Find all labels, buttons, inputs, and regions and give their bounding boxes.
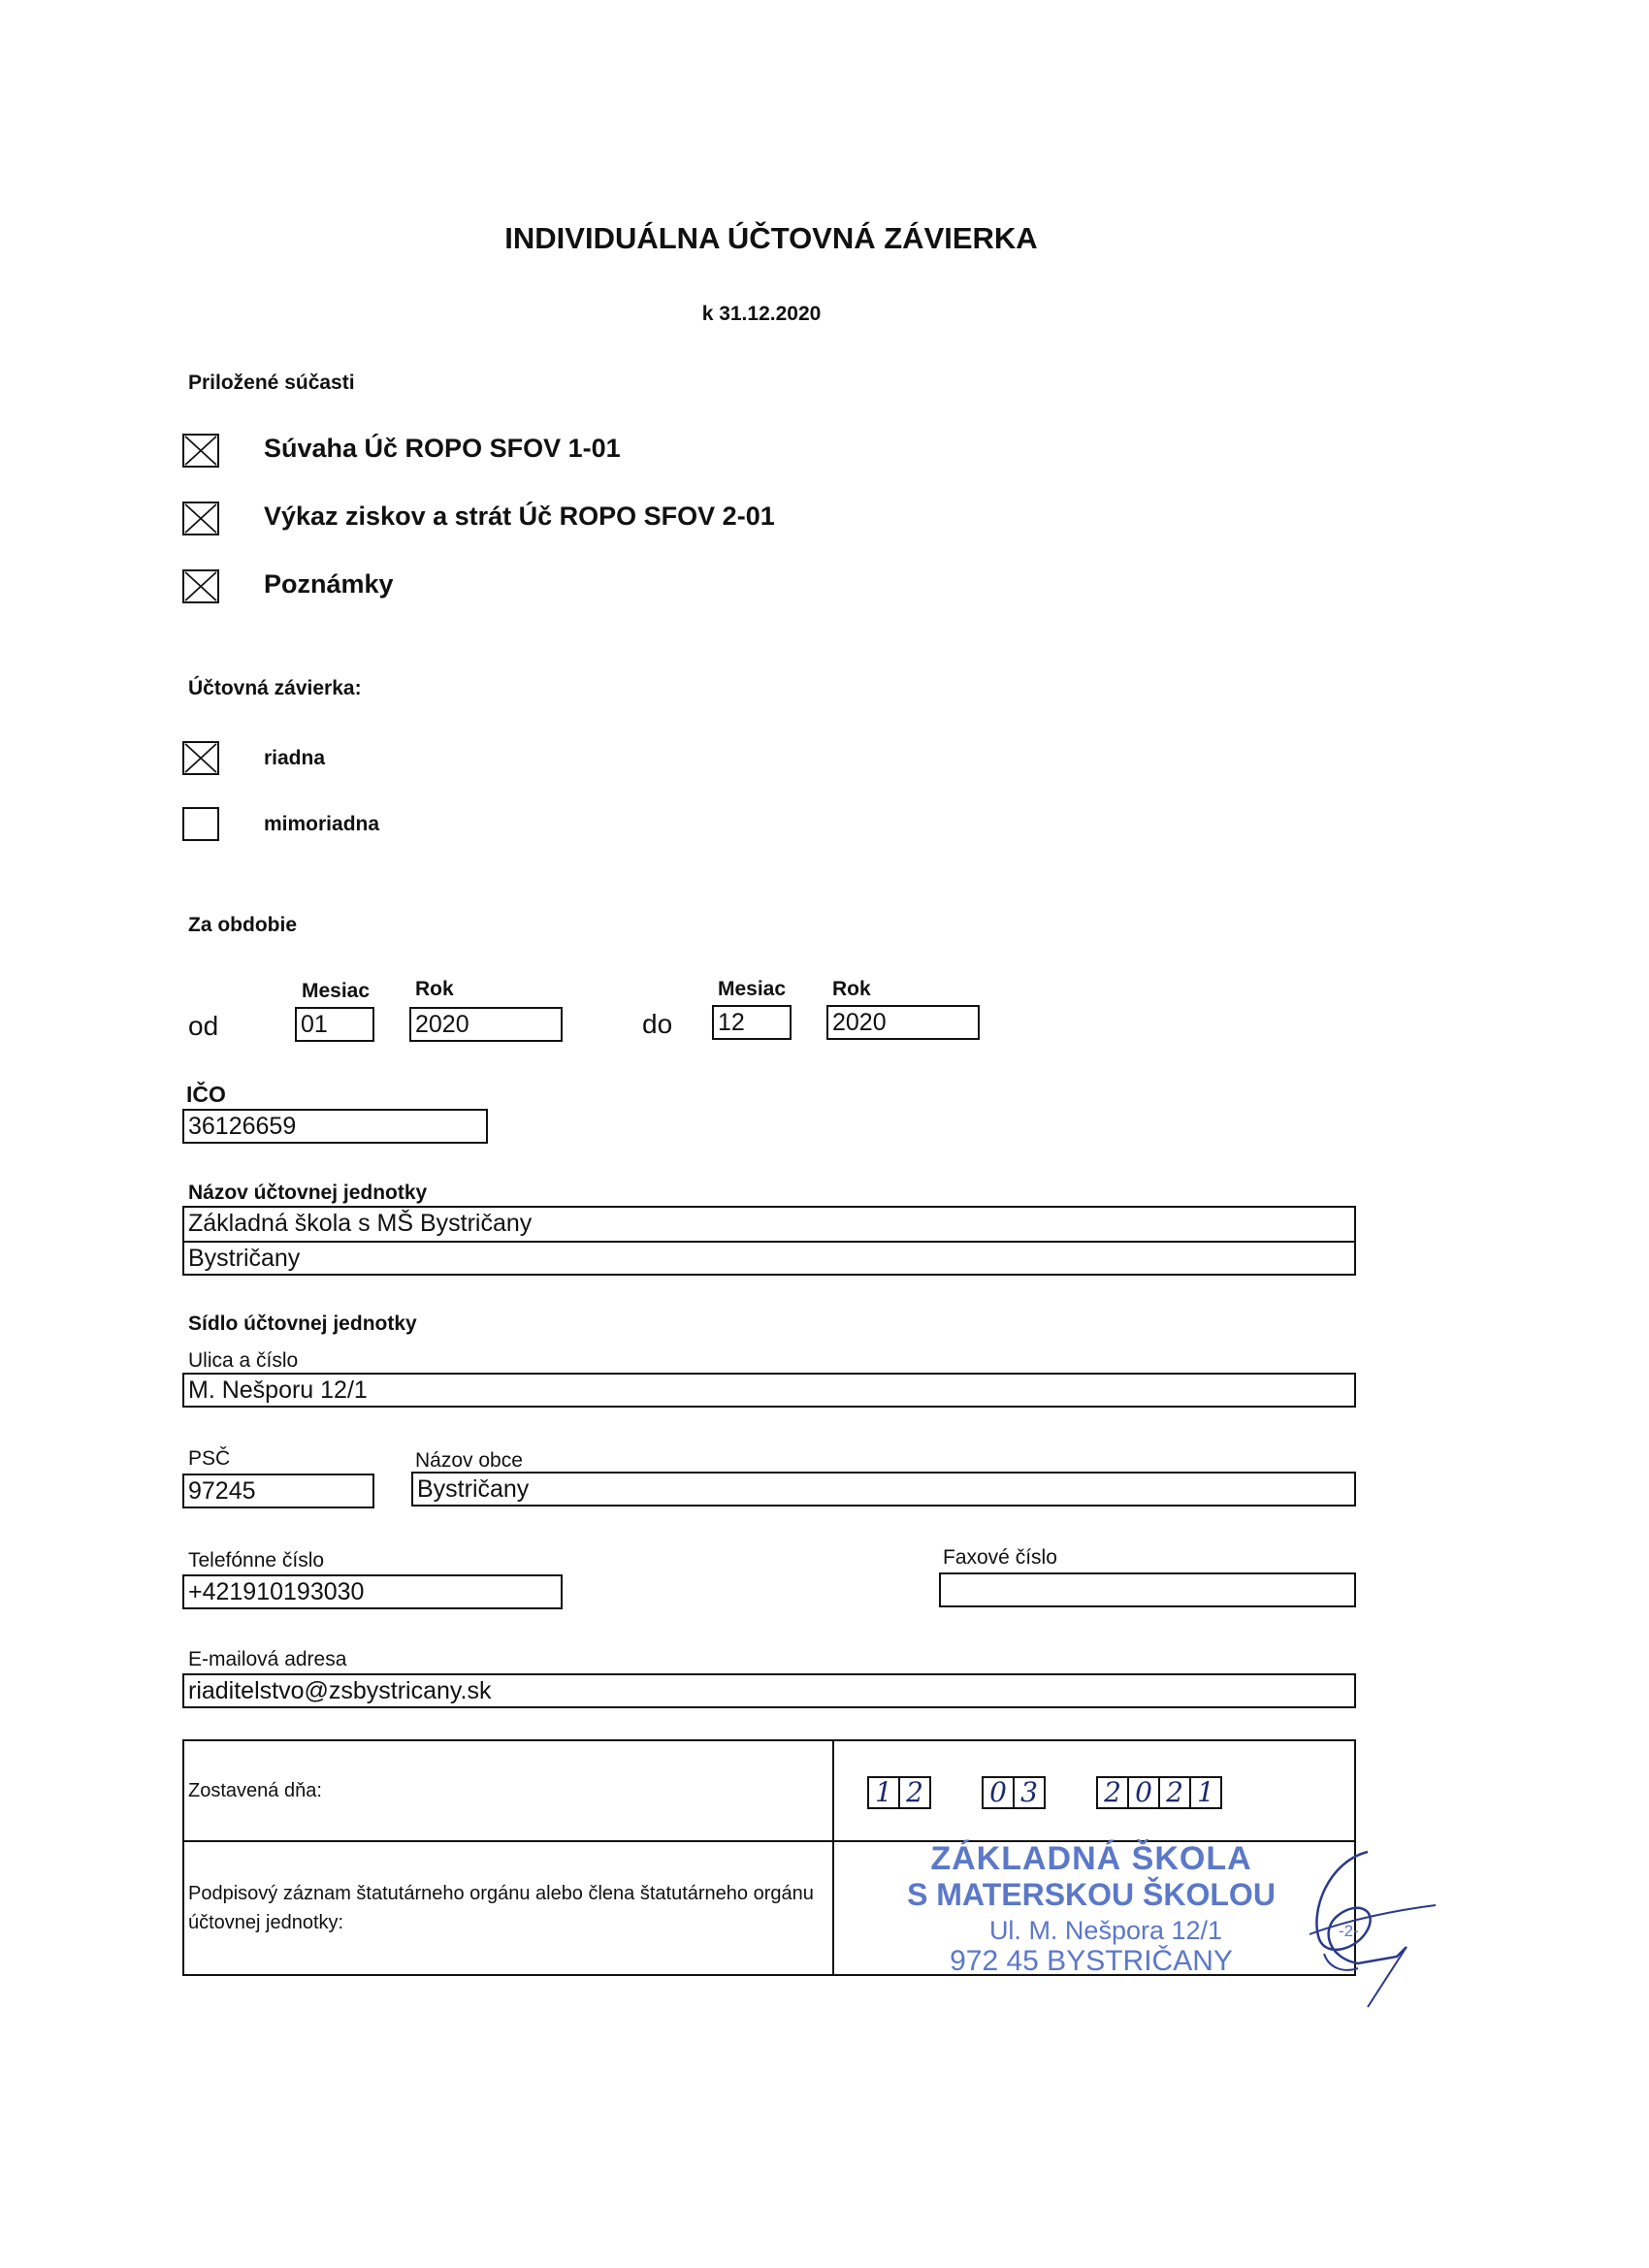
- address-heading: Sídlo účtovnej jednotky: [188, 1312, 417, 1335]
- date-digit: 2: [898, 1776, 931, 1809]
- stamp-line2: S MATERSKOU ŠKOLOU: [907, 1877, 1276, 1912]
- to-year-label: Rok: [832, 978, 871, 1000]
- compiled-date-label: Zostavená dňa:: [183, 1740, 833, 1841]
- attached-item-label: Poznámky: [264, 569, 394, 599]
- checkbox-extraordinary[interactable]: [182, 807, 219, 841]
- entity-name-line1[interactable]: Základná škola s MŠ Bystričany: [182, 1206, 1356, 1241]
- period-heading: Za obdobie: [188, 914, 297, 936]
- check-cross-icon: [184, 571, 217, 601]
- from-month-field[interactable]: 01: [295, 1007, 374, 1042]
- to-month-label: Mesiac: [718, 978, 787, 1000]
- from-year-label: Rok: [415, 978, 454, 1000]
- from-label: od: [188, 1011, 219, 1041]
- date-digit: 3: [1013, 1776, 1046, 1809]
- fax-label: Faxové číslo: [943, 1546, 1057, 1569]
- psc-label: PSČ: [188, 1447, 231, 1470]
- signature-scribble-icon: [1251, 1832, 1465, 1997]
- email-field[interactable]: riaditelstvo@zsbystricany.sk: [182, 1673, 1356, 1708]
- stamp-line3: Ul. M. Nešpora 12/1: [988, 1916, 1223, 1945]
- date-digit: 0: [982, 1776, 1015, 1809]
- from-year-field[interactable]: 2020: [409, 1007, 563, 1042]
- phone-label: Telefónne číslo: [188, 1549, 325, 1571]
- date-digit: 1: [1189, 1776, 1222, 1809]
- to-label: do: [642, 1009, 673, 1039]
- ico-field[interactable]: 36126659: [182, 1109, 488, 1144]
- attached-item-label: Výkaz ziskov a strát Úč ROPO SFOV 2-01: [264, 502, 775, 531]
- street-label: Ulica a číslo: [188, 1349, 299, 1372]
- phone-field[interactable]: +421910193030: [182, 1574, 563, 1609]
- signature-table: [182, 1739, 1359, 1977]
- closing-date: k 31.12.2020: [701, 303, 822, 325]
- date-month-group: [984, 1776, 1046, 1809]
- check-cross-icon: [184, 436, 217, 466]
- closing-heading: Účtovná závierka:: [188, 677, 362, 699]
- city-field[interactable]: Bystričany: [411, 1472, 1356, 1507]
- date-digit: 2: [1096, 1776, 1129, 1809]
- date-day-group: [869, 1776, 931, 1809]
- date-digit: 2: [1158, 1776, 1191, 1809]
- stamp-mark: -2-: [1339, 1922, 1359, 1940]
- checkbox-regular[interactable]: [182, 741, 219, 775]
- to-year-field[interactable]: 2020: [826, 1005, 980, 1040]
- date-year-group: [1098, 1776, 1222, 1809]
- checkbox-balance-sheet[interactable]: [182, 434, 219, 468]
- to-month-field[interactable]: 12: [712, 1005, 792, 1040]
- signature-label: Podpisový záznam štatutárneho orgánu alebo člena štatutárneho orgánu účtovnej jednotky:: [183, 1841, 833, 1975]
- compiled-date-cell[interactable]: [833, 1740, 1355, 1841]
- ico-label: IČO: [186, 1082, 226, 1107]
- check-cross-icon: [184, 743, 217, 773]
- page-title: INDIVIDUÁLNA ÚČTOVNÁ ZÁVIERKA: [504, 221, 1038, 255]
- street-field[interactable]: M. Nešporu 12/1: [182, 1373, 1356, 1408]
- stamp-line4: 972 45 BYSTRIČANY: [950, 1945, 1233, 1977]
- closing-option-label: mimoriadna: [264, 813, 380, 835]
- date-digit: 0: [1127, 1776, 1160, 1809]
- checkbox-notes[interactable]: [182, 569, 219, 603]
- email-label: E-mailová adresa: [188, 1648, 347, 1670]
- entity-name-line2[interactable]: Bystričany: [182, 1241, 1356, 1276]
- city-label: Názov obce: [415, 1449, 523, 1472]
- attached-heading: Priložené súčasti: [188, 372, 355, 394]
- entity-name-label: Názov účtovnej jednotky: [188, 1182, 428, 1204]
- psc-field[interactable]: 97245: [182, 1474, 374, 1508]
- closing-option-label: riadna: [264, 747, 326, 769]
- fax-field[interactable]: [939, 1572, 1356, 1607]
- check-cross-icon: [184, 503, 217, 534]
- checkbox-profit-loss[interactable]: [182, 502, 219, 535]
- from-month-label: Mesiac: [302, 980, 371, 1002]
- attached-item-label: Súvaha Úč ROPO SFOV 1-01: [264, 434, 621, 463]
- stamp-line1: ZÁKLADNÁ ŠKOLA: [930, 1840, 1252, 1877]
- signature-cell[interactable]: [833, 1840, 1359, 1977]
- date-digit: 1: [867, 1776, 900, 1809]
